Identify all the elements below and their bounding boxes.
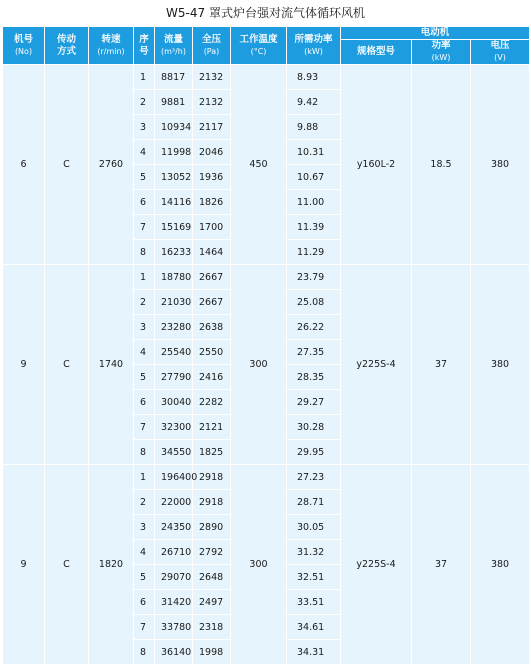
cell-voltage: 380 (471, 465, 530, 665)
cell-pressure: 2918 (193, 465, 231, 490)
page-title: W5-47 罩式炉台强对流气体循环风机 (166, 6, 365, 20)
cell-pressure: 1825 (193, 440, 231, 465)
header-temp: 工作温度 (°C) (231, 27, 287, 65)
cell-seq: 5 (134, 165, 155, 190)
cell-power-req: 30.28 (287, 415, 341, 440)
cell-power-req: 27.35 (287, 340, 341, 365)
header-pressure: 全压 (Pa) (193, 27, 231, 65)
cell-flow: 196400 (155, 465, 193, 490)
cell-flow: 33780 (155, 615, 193, 640)
cell-pressure: 2667 (193, 290, 231, 315)
cell-temp: 300 (231, 465, 287, 665)
cell-machine-no: 9 (3, 465, 45, 665)
header-model: 规格型号 (341, 40, 412, 65)
cell-flow: 18780 (155, 265, 193, 290)
cell-seq: 4 (134, 340, 155, 365)
cell-seq: 2 (134, 90, 155, 115)
cell-power-req: 11.00 (287, 190, 341, 215)
cell-power-req: 9.88 (287, 115, 341, 140)
cell-power-req: 9.42 (287, 90, 341, 115)
header-row-top (3, 27, 530, 40)
cell-pressure: 2117 (193, 115, 231, 140)
cell-power-req: 10.31 (287, 140, 341, 165)
cell-pressure: 2497 (193, 590, 231, 615)
cell-pressure: 2132 (193, 65, 231, 90)
header-motor-power: 功率 (kW) (412, 40, 471, 65)
cell-flow: 15169 (155, 215, 193, 240)
cell-voltage: 380 (471, 265, 530, 465)
cell-seq: 8 (134, 640, 155, 665)
cell-speed: 2760 (89, 65, 134, 265)
cell-flow: 9881 (155, 90, 193, 115)
cell-seq: 5 (134, 565, 155, 590)
cell-power-req: 33.51 (287, 590, 341, 615)
cell-flow: 27790 (155, 365, 193, 390)
cell-seq: 6 (134, 590, 155, 615)
cell-model: y225S-4 (341, 265, 412, 465)
cell-pressure: 2792 (193, 540, 231, 565)
cell-seq: 1 (134, 465, 155, 490)
cell-flow: 23280 (155, 315, 193, 340)
header-drive: 传动 方式 (45, 27, 89, 65)
cell-seq: 5 (134, 365, 155, 390)
cell-speed: 1740 (89, 265, 134, 465)
cell-speed: 1820 (89, 465, 134, 665)
cell-power-req: 31.32 (287, 540, 341, 565)
cell-pressure: 2918 (193, 490, 231, 515)
cell-pressure: 2638 (193, 315, 231, 340)
header-machine-no: 机号 (No) (3, 27, 45, 65)
cell-flow: 31420 (155, 590, 193, 615)
cell-pressure: 2318 (193, 615, 231, 640)
cell-flow: 21030 (155, 290, 193, 315)
cell-seq: 4 (134, 540, 155, 565)
cell-pressure: 1936 (193, 165, 231, 190)
header-speed: 转速 (r/min) (89, 27, 134, 65)
cell-flow: 22000 (155, 490, 193, 515)
cell-model: y160L-2 (341, 65, 412, 265)
header-power-req: 所需功率 (kW) (287, 27, 341, 65)
cell-seq: 3 (134, 115, 155, 140)
cell-power-req: 11.39 (287, 215, 341, 240)
cell-power-req: 10.67 (287, 165, 341, 190)
cell-flow: 34550 (155, 440, 193, 465)
table-row (3, 265, 530, 290)
cell-pressure: 2121 (193, 415, 231, 440)
cell-seq: 3 (134, 515, 155, 540)
table-row (3, 65, 530, 90)
cell-seq: 2 (134, 490, 155, 515)
cell-flow: 25540 (155, 340, 193, 365)
cell-pressure: 2648 (193, 565, 231, 590)
cell-seq: 4 (134, 140, 155, 165)
cell-flow: 32300 (155, 415, 193, 440)
cell-pressure: 1826 (193, 190, 231, 215)
cell-machine-no: 6 (3, 65, 45, 265)
cell-seq: 2 (134, 290, 155, 315)
cell-flow: 16233 (155, 240, 193, 265)
cell-seq: 6 (134, 390, 155, 415)
cell-flow: 8817 (155, 65, 193, 90)
cell-flow: 13052 (155, 165, 193, 190)
cell-seq: 3 (134, 315, 155, 340)
cell-power-req: 30.05 (287, 515, 341, 540)
cell-pressure: 2282 (193, 390, 231, 415)
cell-power-req: 28.71 (287, 490, 341, 515)
cell-drive: C (45, 265, 89, 465)
cell-temp: 450 (231, 65, 287, 265)
cell-power-req: 11.29 (287, 240, 341, 265)
cell-power-req: 23.79 (287, 265, 341, 290)
cell-machine-no: 9 (3, 265, 45, 465)
cell-power-req: 29.27 (287, 390, 341, 415)
cell-flow: 29070 (155, 565, 193, 590)
fan-spec-table (2, 26, 530, 665)
cell-pressure: 1700 (193, 215, 231, 240)
cell-pressure: 2046 (193, 140, 231, 165)
cell-power-req: 8.93 (287, 65, 341, 90)
cell-power-req: 34.31 (287, 640, 341, 665)
cell-pressure: 2132 (193, 90, 231, 115)
table-row (3, 465, 530, 490)
cell-power-req: 28.35 (287, 365, 341, 390)
cell-flow: 26710 (155, 540, 193, 565)
cell-power-req: 32.51 (287, 565, 341, 590)
cell-motor-power: 37 (412, 465, 471, 665)
cell-pressure: 2550 (193, 340, 231, 365)
cell-flow: 30040 (155, 390, 193, 415)
cell-seq: 1 (134, 265, 155, 290)
table-body (3, 65, 530, 665)
cell-model: y225S-4 (341, 465, 412, 665)
cell-power-req: 27.23 (287, 465, 341, 490)
cell-pressure: 1464 (193, 240, 231, 265)
header-motor: 电动机 (341, 27, 530, 40)
cell-voltage: 380 (471, 65, 530, 265)
cell-pressure: 2667 (193, 265, 231, 290)
cell-seq: 8 (134, 240, 155, 265)
cell-seq: 7 (134, 415, 155, 440)
cell-flow: 11998 (155, 140, 193, 165)
cell-flow: 24350 (155, 515, 193, 540)
cell-power-req: 34.61 (287, 615, 341, 640)
header-seq: 序 号 (134, 27, 155, 65)
cell-seq: 8 (134, 440, 155, 465)
header-flow: 流量 (m³/h) (155, 27, 193, 65)
cell-pressure: 2890 (193, 515, 231, 540)
cell-flow: 36140 (155, 640, 193, 665)
cell-seq: 7 (134, 215, 155, 240)
cell-flow: 10934 (155, 115, 193, 140)
cell-seq: 6 (134, 190, 155, 215)
header-voltage: 电压 (V) (471, 40, 530, 65)
cell-pressure: 1998 (193, 640, 231, 665)
cell-motor-power: 18.5 (412, 65, 471, 265)
cell-drive: C (45, 65, 89, 265)
cell-power-req: 25.08 (287, 290, 341, 315)
cell-seq: 7 (134, 615, 155, 640)
cell-power-req: 29.95 (287, 440, 341, 465)
cell-pressure: 2416 (193, 365, 231, 390)
cell-motor-power: 37 (412, 265, 471, 465)
cell-flow: 14116 (155, 190, 193, 215)
cell-seq: 1 (134, 65, 155, 90)
cell-drive: C (45, 465, 89, 665)
cell-temp: 300 (231, 265, 287, 465)
cell-power-req: 26.22 (287, 315, 341, 340)
